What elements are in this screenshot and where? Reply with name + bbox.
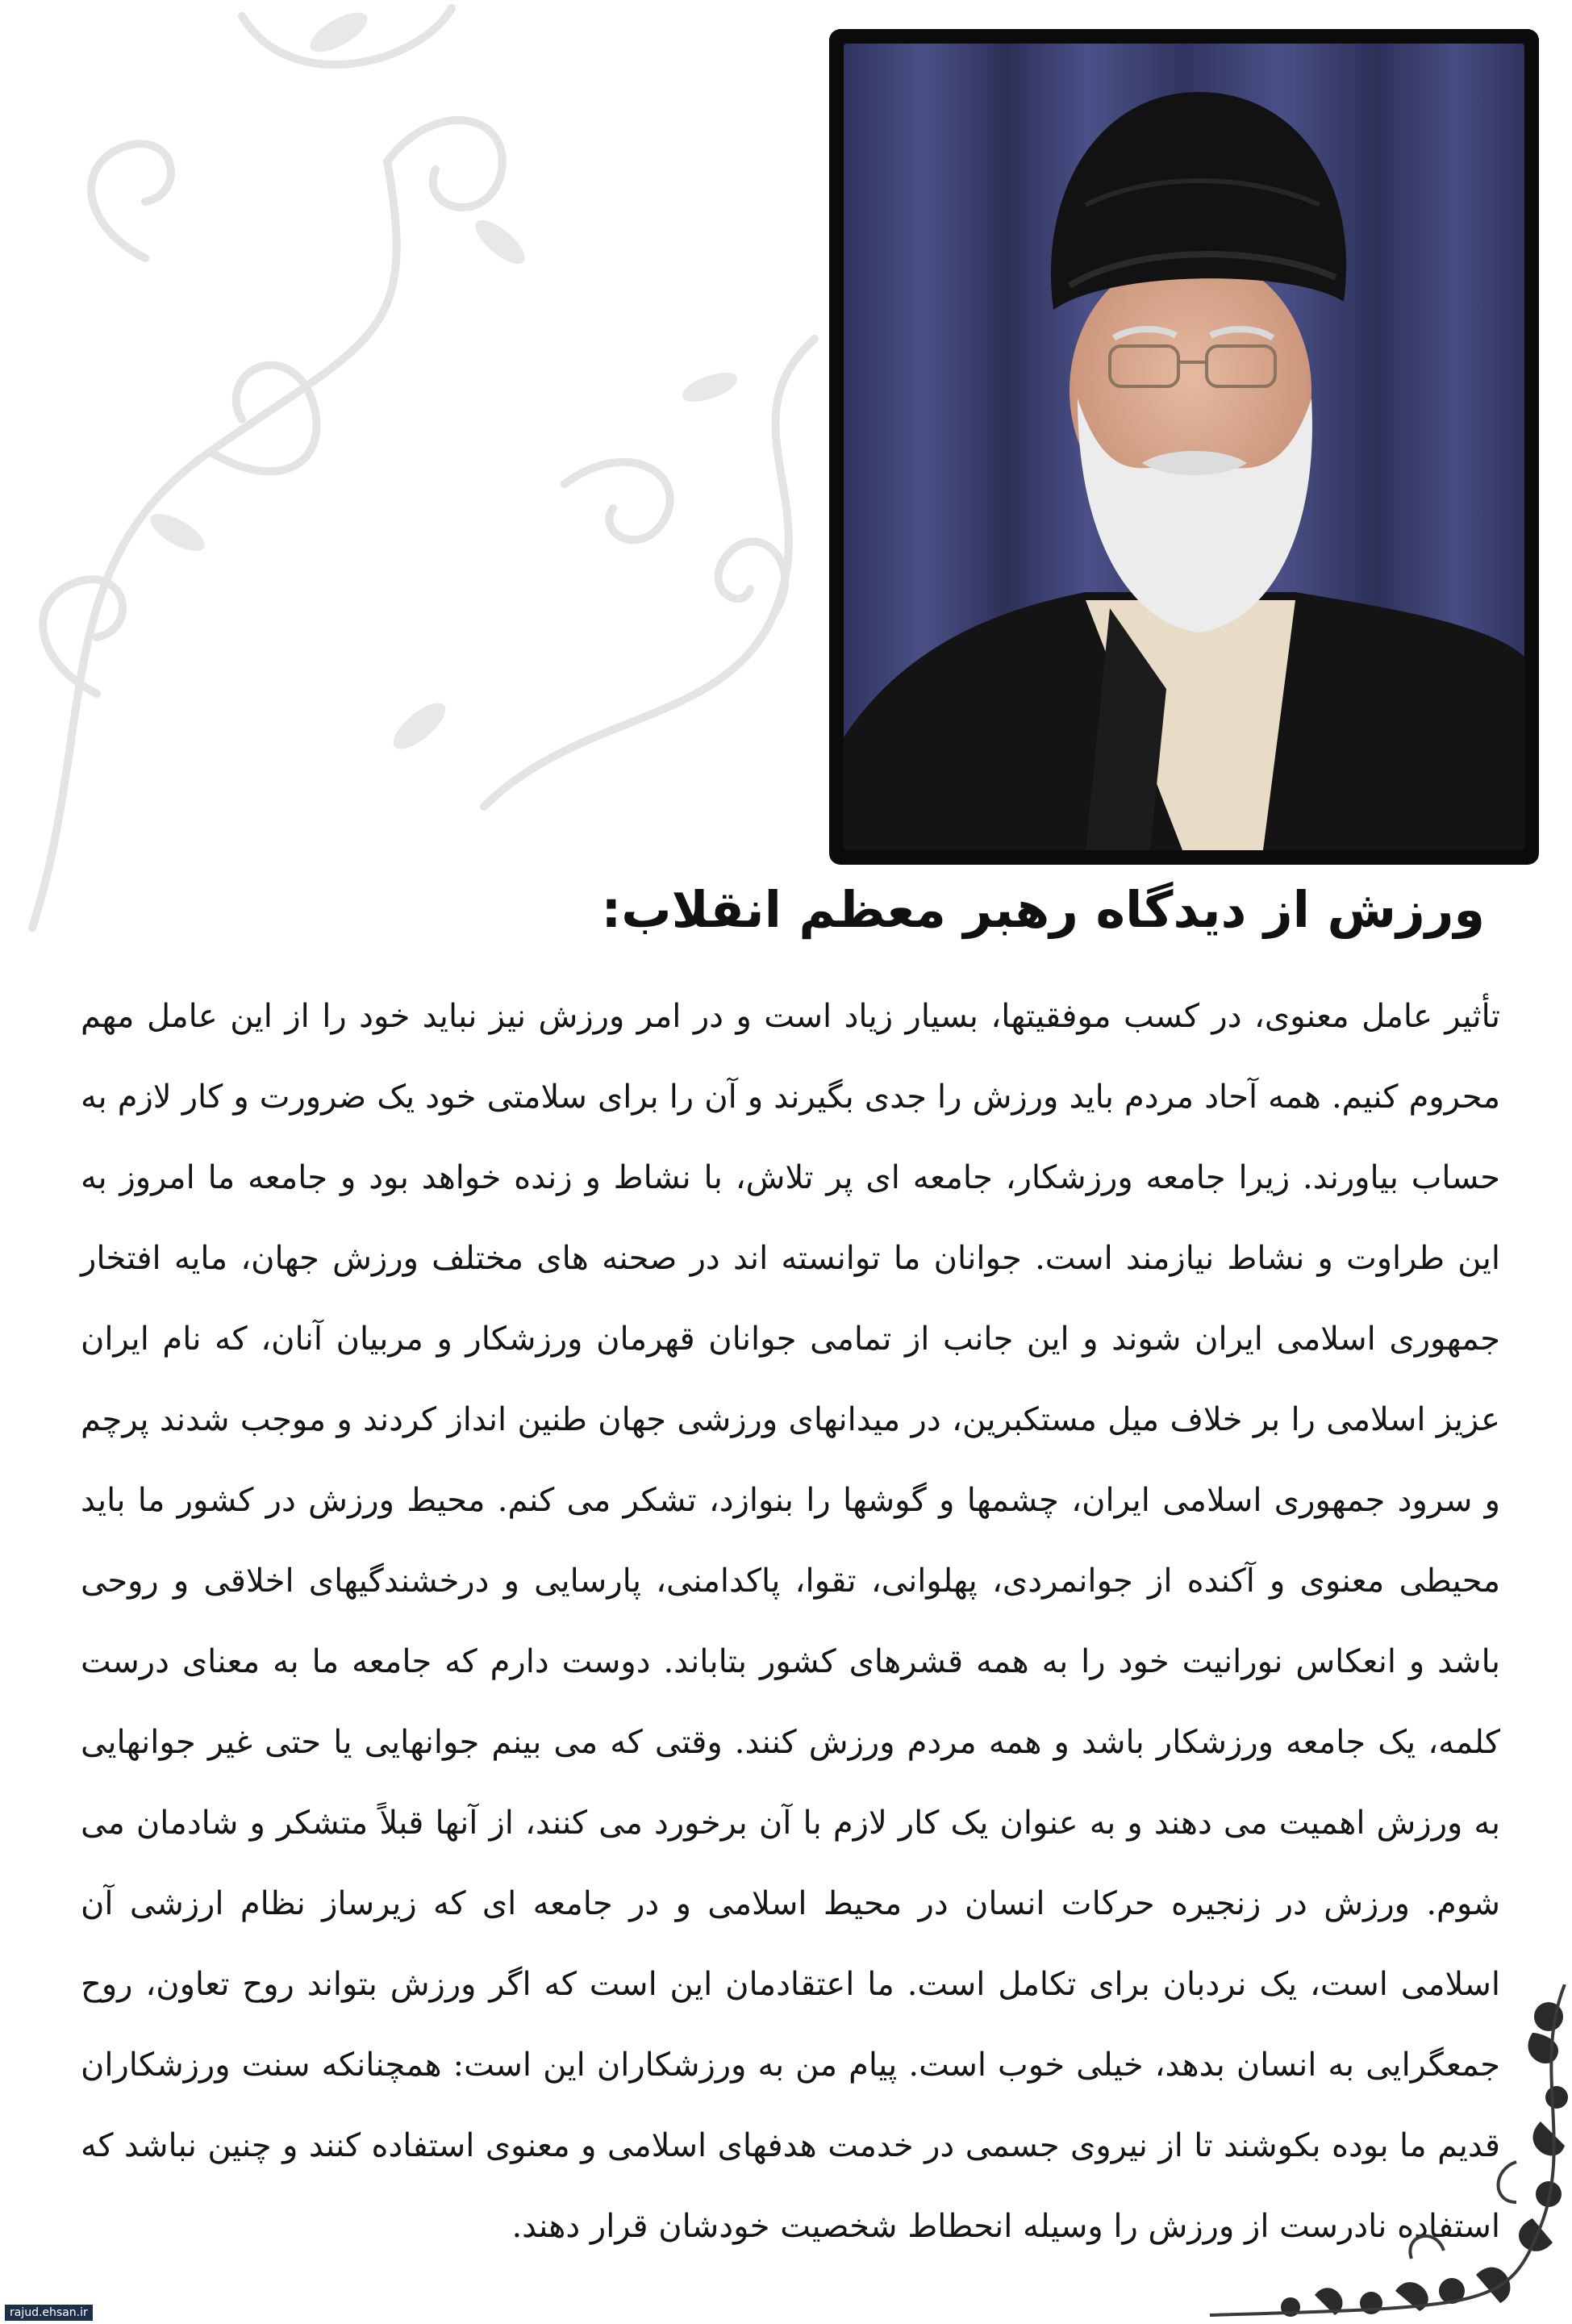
quote-paragraph: تأثیر عامل معنوی، در کسب موفقیتها، بسیار زیاد است و در امر ورزش نیز نباید خود را از این عامل مهم محروم کنیم. همه آحاد مردم باید ورزش را جدی بگیرند و آن را برای سلامتی خود یک ضرورت و کار لازم به حساب بیاورند. زیرا جامعه ورزشکار، جامعه ای پر تلاش، با نشاط و زنده خواهد بود و جامعه ما امروز به این طراوت و نشاط نیازمند است. جوانان ما توانسته اند در صحنه های مختلف ورزش جهان، مایه افتخار جمهوری اسلامی ایران شوند و این جانب از تمامی جوانان قهرمان ورزشکار و مربیان آنان، که نام ایران عزیز اسلامی را بر خلاف میل مستکبرین، در میدانهای ورزشی جهان طنین انداز کردند و موجب شدند پرچم و سرود جمهوری اسلامی ایران، چشمها و گوشها را بنوازد، تشکر می کنم. محیط ورزش در کشور ما باید محیطی معنوی و آکنده از جوانمردی، پهلوانی، تقوا، پاکدامنی، پارسایی و درخشندگیهای اخلاقی و روحی باشد و انعکاس نورانیت خود را به همه قشرهای کشور بتاباند. دوست دارم که جامعه ما به معنای درست کلمه، یک جامعه ورزشکار باشد و همه مردم ورزش کنند. وقتی که می بینم جوانهایی یا حتی غیر جوانهایی به ورزش اهمیت می دهند و به عنوان یک کار لازم با آن برخورد می کنند، از آنها قبلاً متشکر و شادمان می شوم. ورزش در زنجیره حرکات انسان در محیط اسلامی و در جامعه ای که زیرساز نظام ارزشی آن اسلامی است، یک نردبان برای تکامل است. ما اعتقادمان این است که اگر ورزش بتواند روح تعاون، روح جمعگرایی به انسان بدهد، خیلی خوب است. پیام من به ورزشکاران این است: همچنانکه سنت ورزشکاران قدیم ما بوده بکوشند تا از نیروی جسمی در خدمت هدفهای اسلامی و معنوی استفاده کنند و چنین نباشد که استفاده نادرست از ورزش را وسیله انحطاط شخصیت خودشان قرار دهند. [81,998,1500,2245]
floral-corner-ornament [1210,1984,1572,2324]
portrait-frame [829,29,1539,865]
page-title: ورزش از دیدگاه رهبر معظم انقلاب: [601,880,1485,939]
site-tag: rajud.ehsan.ir [5,2305,93,2321]
portrait-photo [844,44,1524,850]
